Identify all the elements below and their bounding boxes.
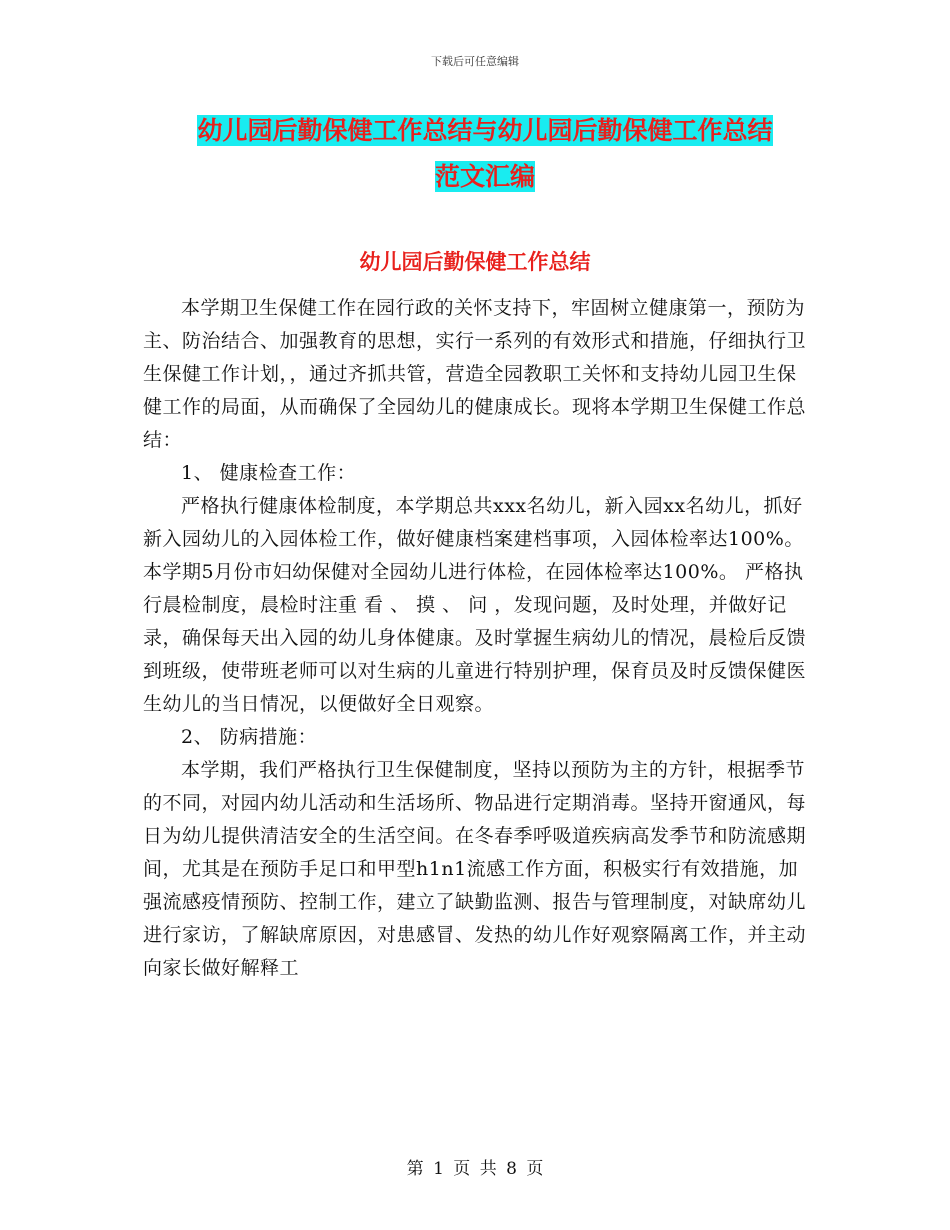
paragraph-intro: 本学期卫生保健工作在园行政的关怀支持下，牢固树立健康第一，预防为主、防治结合、加强教育的思想，实行一系列的有效形式和措施，仔细执行卫生保健工作计划，，通过齐抓共管，营造全园教职工关怀和支持幼儿园卫生保健工作的局面，从而确保了全园幼儿的健康成长。现将本学期卫生保健工作总结： <box>143 297 807 451</box>
heading-health-check: 1、 健康检查工作： <box>181 462 357 484</box>
section-title: 幼儿园后勤保健工作总结 <box>359 250 591 274</box>
header-note: 下载后可任意编辑 <box>431 55 519 68</box>
document-title-line-2: 范文汇编 <box>434 162 535 191</box>
paragraph-health-check: 严格执行健康体检制度，本学期总共xxx名幼儿，新入园xx名幼儿，抓好新入园幼儿的入园体检工作，做好健康档案建档事项，入园体检率达100%。本学期5月份市妇幼保健对全园幼儿进行体检，在园体检率达100%。 严格执行晨检制度，晨检时注重 看 、 摸 、 问 ，发现问题，及时处理，并做好记录，确保每天出入园的幼儿身体健康。及时掌握生病幼儿的情况，晨检后反馈到班级，使带班老师可以对生病的儿童进行特别护理，保育员及时反馈保健医生幼儿的当日情况，以便做好全日观察。 <box>143 495 807 715</box>
heading-disease-prevention: 2、 防病措施： <box>181 726 318 748</box>
page-number: 第 1 页 共 8 页 <box>406 1159 544 1179</box>
document-body <box>143 292 808 985</box>
paragraph-disease-prevention: 本学期，我们严格执行卫生保健制度，坚持以预防为主的方针，根据季节的不同，对园内幼儿活动和生活场所、物品进行定期消毒。坚持开窗通风，每日为幼儿提供清洁安全的生活空间。在冬春季呼吸道疾病高发季节和防流感期间，尤其是在预防手足口和甲型h1n1流感工作方面，积极实行有效措施，加强流感疫情预防、控制工作，建立了缺勤监测、报告与管理制度，对缺席幼儿进行家访，了解缺席原因，对患感冒、发热的幼儿作好观察隔离工作，并主动向家长做好解释工 <box>143 759 807 979</box>
document-title <box>100 108 870 200</box>
document-title-line-1: 幼儿园后勤保健工作总结与幼儿园后勤保健工作总结 <box>197 116 773 145</box>
